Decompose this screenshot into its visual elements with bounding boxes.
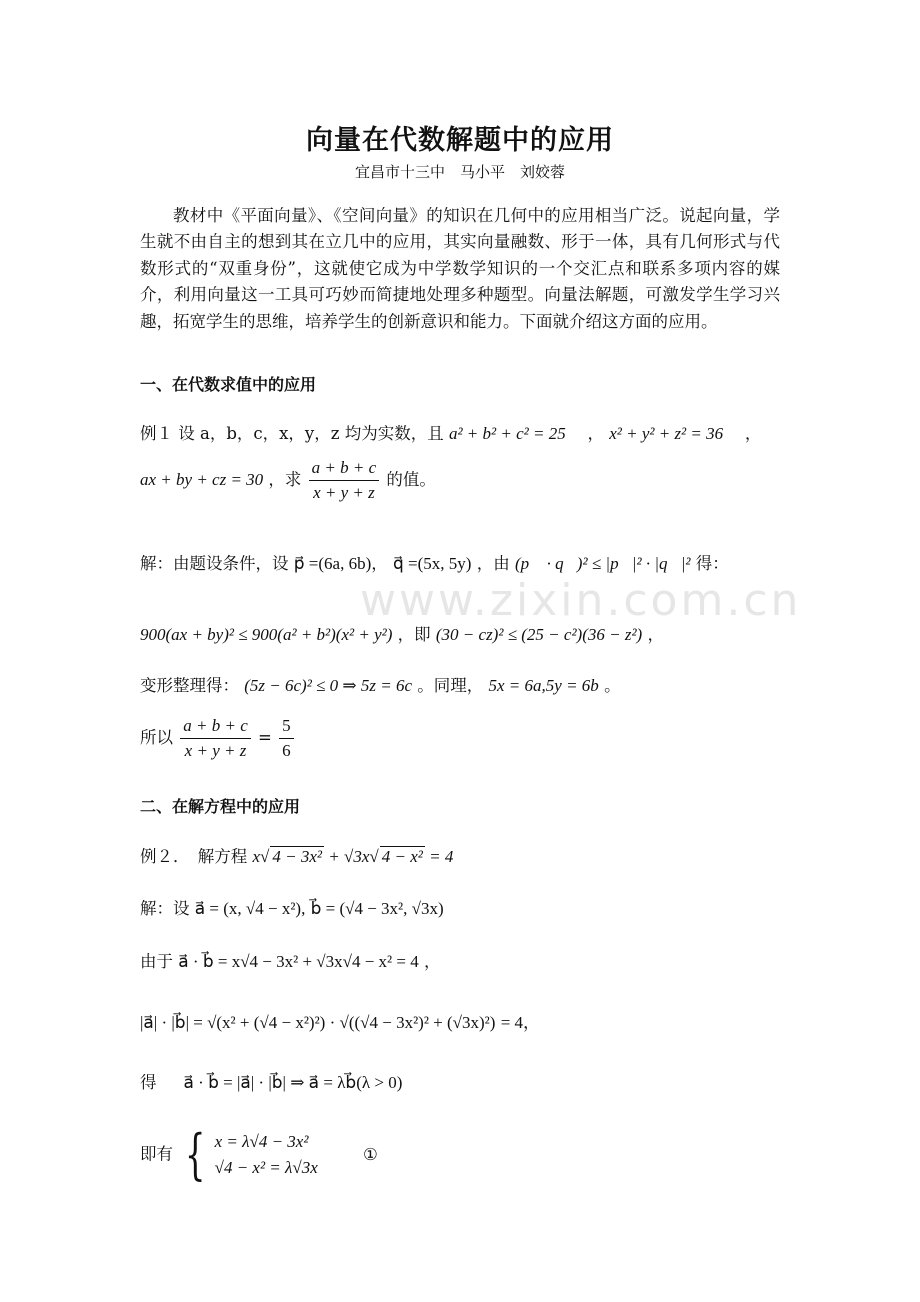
result-lhs-fraction <box>180 716 251 761</box>
vector-b: b⃗ = (√4 − 3x², √3x) <box>310 899 444 918</box>
solution-1-line-3 <box>140 672 621 696</box>
solution-2-line-3 <box>140 1008 540 1033</box>
namely-text: ，即 <box>397 625 431 644</box>
example-2-line: 例２． 解方程 x√ 4 − 3x² + √3x√ 4 − x² = 4 <box>140 847 454 866</box>
equation-system <box>178 1123 318 1186</box>
solution-2-line-2 <box>140 948 441 972</box>
example-1-label: 例１ 设 a，b，c，x，y，z 均为实数，且 <box>140 424 444 443</box>
hence-text: 得 <box>140 1073 157 1092</box>
norm-product: |a⃗| · |b⃗| = √(x² + (√4 − x²)²) · √((√4 − 3x²)² + (√3x)²) <box>140 1013 496 1032</box>
dot-product: a⃗ · b⃗ = x√4 − 3x² + √3x√4 − x² = 4 <box>178 952 419 971</box>
ask-text: ，求 <box>268 470 302 489</box>
cauchy-inequality: (p⃗ · q⃗)² ≤ |p⃗|² · |q⃗|² <box>514 554 691 573</box>
target-fraction <box>309 458 380 503</box>
result-value-fraction <box>279 716 294 761</box>
section-heading-1: 一、在代数求值中的应用 <box>140 375 317 394</box>
section-heading-2: 二、在解方程中的应用 <box>140 797 301 816</box>
authors: 宜昌市十三中 马小平 刘姣蓉 <box>354 163 565 181</box>
norm-end-text: = 4， <box>500 1013 541 1032</box>
example-2-label: 例２． 解方程 <box>140 847 248 866</box>
therefore-text: 所以 <box>140 728 173 747</box>
fraction-numerator: a + b + c <box>309 458 380 481</box>
likewise-result: 5x = 6a,5y = 6b <box>488 676 599 695</box>
equation-3: ax + by + cz = 30 <box>140 470 264 489</box>
lhs-numerator: a + b + c <box>180 716 251 739</box>
vector-q: q⃗ =(5x, 5y) <box>393 554 472 573</box>
solution-1-line-4: 所以 $\frac{a + b + c}{x + y + z}$ = $\frac{5}{6}$ <box>140 716 296 761</box>
result-numerator: 5 <box>279 716 294 739</box>
page-title: 向量在代数解题中的应用 <box>306 125 614 156</box>
system-lead: 即有 <box>140 1144 173 1164</box>
comma-text: ， <box>647 625 664 644</box>
tail-text: 的值。 <box>386 470 436 489</box>
vector-a: a⃗ = (x, √4 − x²), <box>194 899 306 918</box>
watermark: www.zixin.com.cn <box>360 575 802 626</box>
inequality-substituted: (30 − cz)² ≤ (25 − c²)(36 − z²) <box>435 625 643 644</box>
likewise-text: 。同理， <box>417 676 484 695</box>
equation-2: x² + y² + z² = 36 <box>609 424 724 443</box>
solution-1-line-2 <box>140 621 664 645</box>
solution-2-lead: 解：设 <box>140 899 190 918</box>
inequality-expanded: 900(ax + by)² ≤ 900(a² + b²)(x² + y²) <box>140 625 393 644</box>
equation-1: a² + b² + c² = 25 <box>448 424 566 443</box>
period-text: 。 <box>604 676 621 695</box>
radicand-1: 4 − 3x² <box>272 847 323 866</box>
left-brace: { <box>185 1123 206 1186</box>
system-equation-2: √4 − x² = λ√3x <box>214 1158 318 1177</box>
lhs-denominator: x + y + z <box>184 741 247 760</box>
system-equation-1: x = λ√4 − 3x² <box>214 1132 309 1151</box>
radicand-2: 4 − x² <box>381 847 423 866</box>
intro-paragraph <box>140 203 780 335</box>
solution-1-line-1: 解：由题设条件，设 p⃗ =(6a, 6b)， q⃗ =(5x, 5y) ，由 (p⃗ · q⃗)² ≤ |p⃗|² · |q⃗|² 得： <box>140 554 729 573</box>
eq-rhs: = 4 <box>424 847 454 866</box>
example-1-line-1: 例１ 设 a，b，c，x，y，z 均为实数，且 a² + b² + c² = 25 ， x² + y² + z² = 36 ， <box>140 424 762 443</box>
eq-plus-term: + √3x <box>324 847 370 866</box>
intro-text: 教材中《平面向量》、《空间向量》的知识在几何中的应用相当广泛。说起向量，学生就不由自主的想到其在立几中的应用，其实向量融数、形于一体，具有几何形式与代数形式的“双重身份”，这就使它成为中学数学知识的一个交汇点和联系多项内容的媒介，利用向量这一工具可巧妙而简捷地处理多种题型。向量法解题，可激发学生学习兴趣，拓宽学生的思维，培养学生的创新意识和能力。下面就介绍这方面的应用。 <box>140 206 780 331</box>
solution-2-system <box>140 1123 378 1186</box>
simplify-text: 变形整理得： <box>140 676 239 695</box>
solution-2-line-4 <box>140 1069 402 1093</box>
by-text: ，由 <box>476 554 510 573</box>
fraction-denominator: x + y + z <box>313 483 375 502</box>
simplified-result: (5z − 6c)² ≤ 0 ⇒ 5z = 6c <box>244 676 413 695</box>
implication: a⃗ · b⃗ = |a⃗| · |b⃗| ⇒ a⃗ = λb⃗(λ > 0) <box>183 1073 403 1092</box>
solution-1-lead: 解：由题设条件，设 <box>140 554 289 573</box>
because-text: 由于 <box>140 952 173 971</box>
circled-one-marker: ① <box>363 1144 378 1164</box>
eq-x: x <box>252 847 261 866</box>
example-1-line-2 <box>140 458 436 503</box>
get-text: 得： <box>695 554 729 573</box>
solution-2-line-1 <box>140 895 444 919</box>
dot-end-text: ， <box>424 952 441 971</box>
vector-p: p⃗ =(6a, 6b) <box>293 554 372 573</box>
result-denominator: 6 <box>282 741 291 760</box>
